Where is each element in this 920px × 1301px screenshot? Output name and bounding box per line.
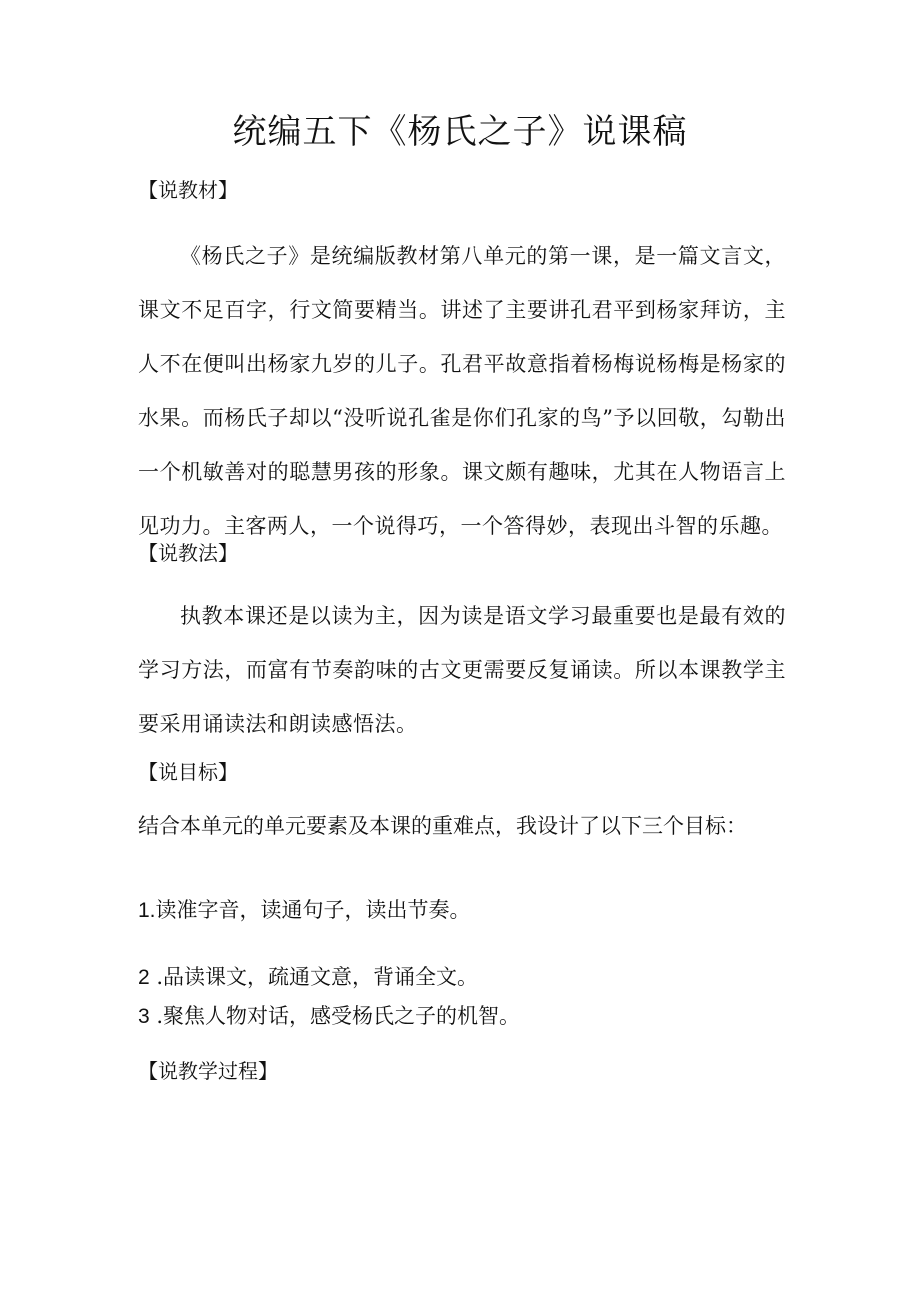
goal-item-1 xyxy=(138,895,786,926)
goal-item-2 xyxy=(138,962,786,993)
section-heading-goals: 【说目标】 xyxy=(138,760,238,784)
paragraph-methods: 执教本课还是以读为主，因为读是语文学习最重要也是最有效的学习方法，而富有节奏韵味的古文更需要反复诵读。所以本课教学主要采用诵读法和朗读感悟法。 xyxy=(138,604,786,736)
goal-item-text: .品读课文，疏通文意，背诵全文。 xyxy=(149,965,479,989)
goal-item-3 xyxy=(138,1001,786,1032)
goal-item-number: 3 xyxy=(138,1005,150,1028)
section-heading-methods: 【说教法】 xyxy=(138,541,238,565)
paragraph-textbook: 《杨氏之子》是统编版教材第八单元的第一课，是一篇文言文，课文不足百字，行文简要精当。讲述了主要讲孔君平到杨家拜访，主人不在便叫出杨家九岁的儿子。孔君平故意指着杨梅说杨梅是杨家的水果。而杨氏子却以“没听说孔雀是你们孔家的鸟”予以回敬，勾勒出一个机敏善对的聪慧男孩的形象。课文颇有趣味，尤其在人物语言上见功力。主客两人，一个说得巧，一个答得妙，表现出斗智的乐趣。 xyxy=(138,244,786,538)
goal-item-number: 1. xyxy=(138,899,156,922)
section-heading-textbook: 【说教材】 xyxy=(138,178,238,202)
goal-item-text: .聚焦人物对话，感受杨氏之子的机智。 xyxy=(149,1004,521,1028)
goal-item-number: 2 xyxy=(138,966,150,989)
goals-intro: 结合本单元的单元要素及本课的重难点，我设计了以下三个目标： xyxy=(138,814,747,838)
goal-item-text: 读准字音，读通句子，读出节奏。 xyxy=(155,898,471,922)
document-title: 统编五下《杨氏之子》说课稿 xyxy=(232,112,688,152)
section-heading-process: 【说教学过程】 xyxy=(138,1059,278,1083)
